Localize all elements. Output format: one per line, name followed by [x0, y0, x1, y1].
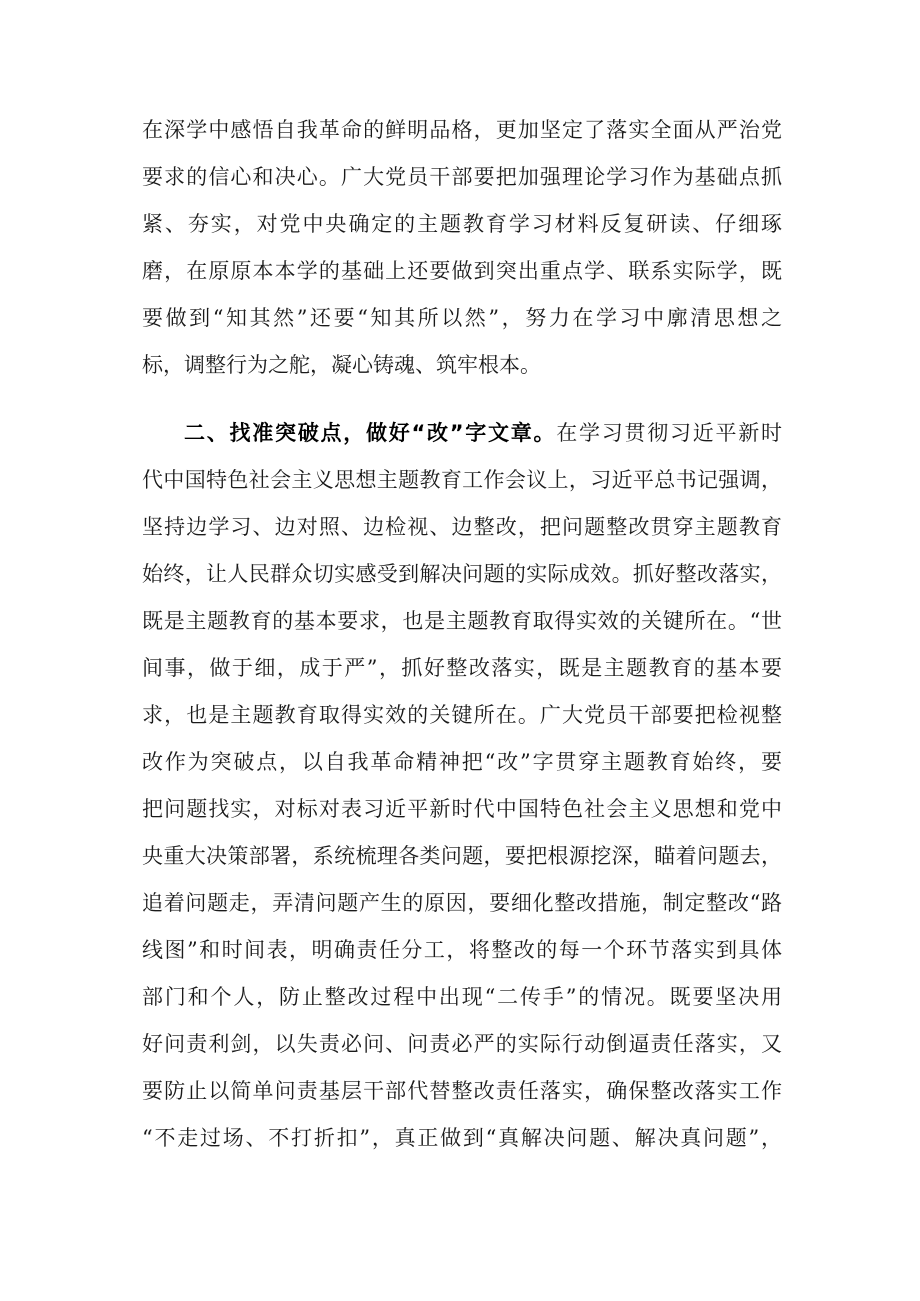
paragraph-2-line-8: 改作为突破点，以自我革命精神把“改”字贯穿主题教育始终，要: [142, 750, 782, 774]
paragraph-2-first-line: [184, 413, 782, 453]
paragraph-2-line-2: 代中国特色社会主义思想主题教育工作会议上，习近平总书记强调，: [142, 468, 782, 492]
paragraph-2-line-14: 好问责利剑，以失责必问、问责必严的实际行动倒逼责任落实，又: [142, 1032, 782, 1056]
paragraph-2-line-16: “不走过场、不打折扣”，真正做到“真解决问题、解决真问题”，: [142, 1126, 782, 1150]
paragraph-1-line-1: 在深学中感悟自我革命的鲜明品格，更加坚定了落实全面从严治党: [142, 118, 782, 142]
section-heading: 二、找准突破点，做好“改”字文章。: [184, 421, 557, 445]
paragraph-2-line-11: 追着问题走，弄清问题产生的原因，要细化整改措施，制定整改“路: [142, 891, 782, 915]
paragraph-1-line-6: 标，调整行为之舵，凝心铸魂、筑牢根本。: [142, 353, 541, 377]
paragraph-2-line-13: 部门和个人，防止整改过程中出现“二传手”的情况。既要坚决用: [142, 985, 782, 1009]
paragraph-2-line-10: 央重大决策部署，系统梳理各类问题，要把根源挖深，瞄着问题去，: [142, 844, 782, 868]
paragraph-2-line-7: 求，也是主题教育取得实效的关键所在。广大党员干部要把检视整: [142, 703, 782, 727]
paragraph-1-line-4: 磨，在原原本本学的基础上还要做到突出重点学、联系实际学，既: [142, 259, 782, 283]
paragraph-2-line-12: 线图”和时间表，明确责任分工，将整改的每一个环节落实到具体: [142, 938, 782, 962]
paragraph-2-first-line-text: 在学习贯彻习近平新时: [556, 421, 782, 445]
paragraph-2-line-3: 坚持边学习、边对照、边检视、边整改，把问题整改贯穿主题教育: [142, 515, 782, 539]
paragraph-2-line-9: 把问题找实，对标对表习近平新时代中国特色社会主义思想和党中: [142, 797, 782, 821]
paragraph-2-line-4: 始终，让人民群众切实感受到解决问题的实际成效。抓好整改落实，: [142, 562, 782, 586]
paragraph-2-line-5: 既是主题教育的基本要求，也是主题教育取得实效的关键所在。“世: [142, 609, 782, 633]
paragraph-2-line-6: 间事，做于细，成于严”，抓好整改落实，既是主题教育的基本要: [142, 656, 782, 680]
paragraph-1-line-2: 要求的信心和决心。广大党员干部要把加强理论学习作为基础点抓: [142, 165, 782, 189]
paragraph-2-line-15: 要防止以简单问责基层干部代替整改责任落实，确保整改落实工作: [142, 1079, 782, 1103]
paragraph-1-line-3: 紧、夯实，对党中央确定的主题教育学习材料反复研读、仔细琢: [142, 212, 782, 236]
paragraph-1-line-5: 要做到“知其然”还要“知其所以然”，努力在学习中廓清思想之: [142, 306, 782, 330]
